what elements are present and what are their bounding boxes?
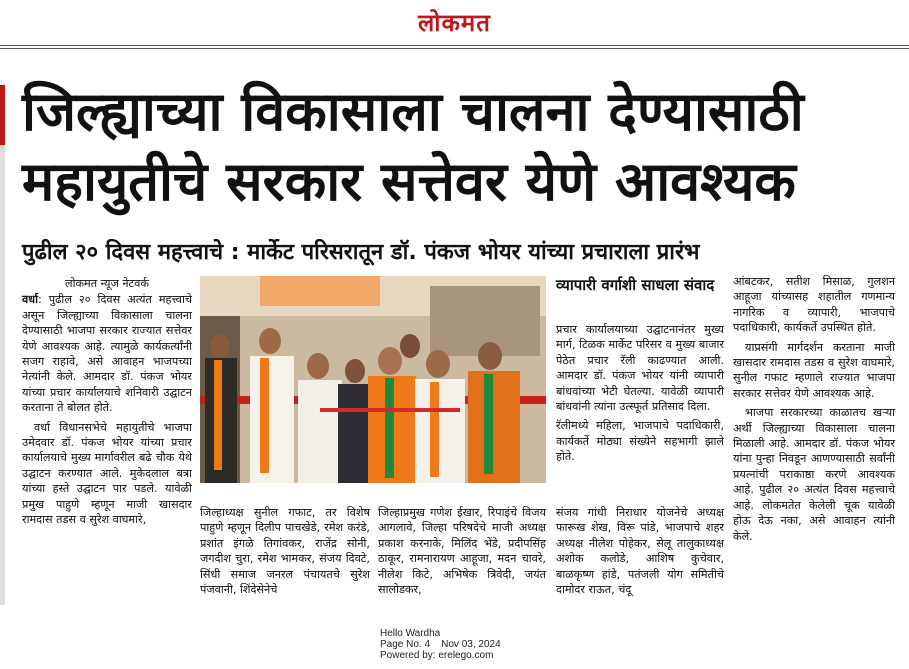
box-title: व्यापारी वर्गाशी साधला संवाद bbox=[556, 276, 715, 294]
column-1-paragraph-1 bbox=[22, 292, 192, 415]
headline-line-1: जिल्ह्याच्या विकासाला चालना देण्यासाठी bbox=[22, 80, 804, 143]
photo-illustration bbox=[200, 276, 546, 483]
masthead-logo: लोकमत bbox=[418, 9, 491, 37]
top-rule bbox=[0, 45, 909, 46]
column-5-paragraph-2: याप्रसंगी मार्गदर्शन करताना माजी खासदार रामदास तडस व सुरेश वाघमारे, सुनील गफाट म्हणाले राज्यात भाजपा सरकार सत्तेवर येणे आवश्यक आहे. bbox=[733, 340, 895, 400]
byline: लोकमत न्यूज नेटवर्क bbox=[64, 277, 149, 290]
article-column-5 bbox=[733, 274, 895, 548]
left-margin-strip bbox=[0, 85, 5, 605]
article-column-4: संजय गांधी निराधार योजनेचे अध्यक्ष फारूख शेख, विरू पांडे, भाजपाचे शहर अध्यक्ष नीलेश पोहेकर, सेलू तालुकाध्यक्ष अशोक कलोडे, आशिष कुचेवार, बाळकृष्ण हांडे, पतंजली योग समितीचे दामोदर राऊत, चंदू bbox=[556, 506, 724, 597]
top-rule-2 bbox=[0, 48, 909, 49]
article-column-3: जिल्हाप्रमुख गणेश ईखार, रिपाइंचे विजय आगलावे, जिल्हा परिषदेचे माजी अध्यक्ष प्रकाश करनाके, मिलिंद भेंडे, प्रदीपसिंह ठाकूर, रामनारायण आहूजा, मदन चावरे, नीलेश किटे, अभिषेक त्रिवेदी, जयंत सालोडकर, bbox=[378, 506, 546, 597]
column-1-paragraph-2: वर्धा विधानसभेचे महायुतीचे भाजपा उमेदवार डॉ. पंकज भोयर यांच्या प्रचार कार्यालयाचे मुख्य मार्गावरील बढे चौक येथे उद्घाटन करण्यात आले. मुकेदलाल बत्रा यांच्या हस्ते उद्घाटन पार पडले. यावेळी प्रमुख पाहुणे म्हणून माजी खासदार रामदास तडस व सुरेश वाघमारे, bbox=[22, 420, 192, 527]
dateline: वर्धा bbox=[22, 293, 38, 307]
box-paragraph-2: रॅलीमध्ये महिला, भाजपाचे पदाधिकारी, कार्यकर्ते मोठ्या संख्येने सहभागी झाले होते. bbox=[556, 419, 724, 464]
column-1-text-1: : पुढील २० दिवस अत्यंत महत्त्वाचे असून जिल्ह्याच्या विकासाला चालना देण्यासाठी भाजपा सरकार राज्यात सत्तेवर येणे आवश्यक आहे. त्यामुळे कार्यकर्त्यांनी सजग राहावे, असे आवाहन भाजपच्या नेत्यांनी केले. आमदार डॉ. पंकज भोयर यांच्या प्रचार कार्यालयाचे शनिवारी उद्घाटन करताना ते बोलत होते. bbox=[22, 293, 192, 415]
box-paragraph-1: प्रचार कार्यालयाच्या उद्घाटनानंतर मुख्य मार्ग, टिळक मार्केट परिसर व मुख्य बाजार पेठेत प्रचार रॅली काढण्यात आली. आमदार डॉ. पंकज भोयर यांनी व्यापारी बांधवांच्या भेटी घेतल्या. यावेळी व्यापारी बांधवांनी त्यांना उत्स्फूर्त प्रतिसाद दिला. bbox=[556, 323, 724, 414]
left-accent-bar bbox=[0, 85, 5, 145]
footer-page-date: Page No. 4 Nov 03, 2024 bbox=[380, 639, 501, 650]
page-footer bbox=[380, 628, 501, 661]
article-column-1 bbox=[22, 276, 192, 532]
footer-edition: Hello Wardha bbox=[380, 628, 441, 639]
column-5-paragraph-1: आंबटकर, सतीश मिसाळ, गुलशन आहूजा यांच्यासह शहातील गणमान्य नागरिक व व्यापारी, भाजपाचे पदाधिकारी, कार्यकर्ते उपस्थित होते. bbox=[733, 275, 895, 335]
footer-powered-by: Powered by: erelego.com bbox=[380, 650, 494, 661]
column-5-paragraph-3: भाजपा सरकारच्या काळातच खऱ्या अर्थी जिल्ह्याच्या विकासाला चालना मिळाली आहे. आमदार डॉ. पंकज भोयर यांना पुन्हा निवडून आणण्यासाठी सर्वांनी प्रयत्नांची पराकाष्ठा करणे आवश्यक आहे. पुढील २० अत्यंत दिवस महत्त्वाचे आहे. लोकमतेत केलेली चूक यावेळी होऊ देऊ नका, असे आवाहन त्यांनी केले. bbox=[733, 406, 895, 543]
news-photo bbox=[200, 276, 546, 483]
headline-line-2: महायुतीचे सरकार सत्तेवर येणे आवश्यक bbox=[22, 150, 796, 213]
box-text bbox=[556, 322, 724, 469]
article-column-2: जिल्हाध्यक्ष सुनील गफाट, तर विशेष पाहुणे म्हणून दिलीप पाचखेडे, रमेश करंडे, प्रशांत इंगळे तिगांवकर, राजेंद्र सोनी, जगदीश चुरा, रमेश भामकर, संजय दिवटे, सिंधी समाज जनरल पंचायतचे सुरेश पंजवानी, शिंदेसेनेचे bbox=[200, 506, 370, 597]
subheadline: पुढील २० दिवस महत्त्वाचे : मार्केट परिसरातून डॉ. पंकज भोयर यांच्या प्रचाराला प्रारंभ bbox=[22, 240, 700, 265]
